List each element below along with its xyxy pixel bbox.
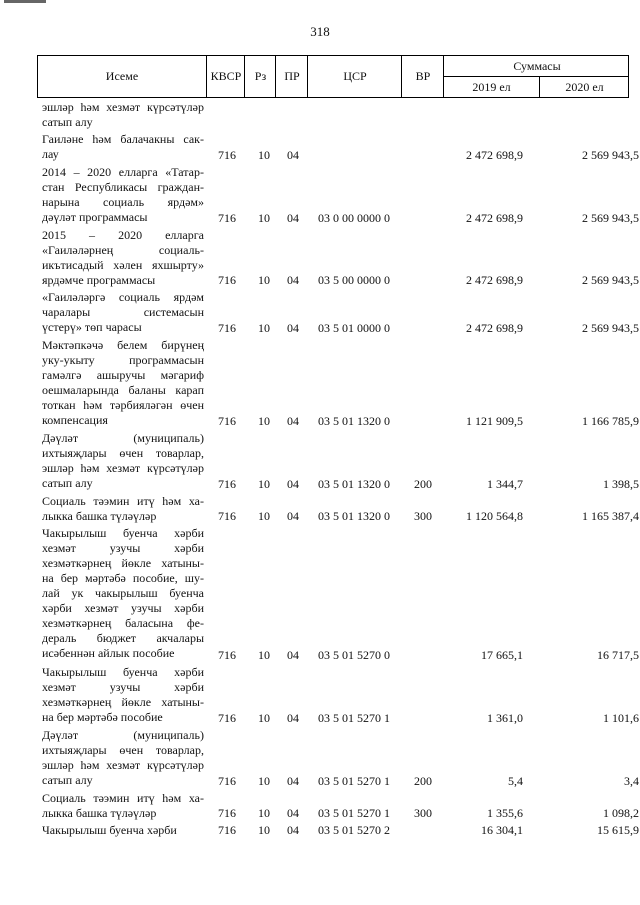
row-name-line: үстерү» төп чарасы — [42, 320, 142, 335]
cell-rz: 10 — [258, 476, 270, 491]
row-name-line: ихтыяҗлары өчен товарлар, — [42, 446, 204, 461]
cell-csr: 03 5 01 1320 0 — [318, 509, 390, 524]
top-edge-mark — [4, 0, 46, 3]
row-name-line: Социаль тәэмин итү һәм ха- — [42, 790, 204, 805]
row-name-line: «Гаиләләрнең социаль- — [42, 242, 204, 257]
cell-rz: 10 — [258, 414, 270, 429]
cell-kvsr: 716 — [218, 823, 236, 838]
cell-v2019: 1 355,6 — [487, 806, 523, 821]
row-name — [42, 338, 204, 428]
row-name-line: икътисадый хәлен яхшырту» — [42, 257, 204, 272]
cell-v2020: 1 101,6 — [603, 710, 639, 725]
table-row — [0, 228, 640, 289]
cell-kvsr: 716 — [218, 509, 236, 524]
row-name-line: чаралары системасын — [42, 305, 204, 320]
table-row — [0, 290, 640, 336]
header-csr: ЦСР — [307, 56, 402, 97]
row-name — [42, 494, 204, 524]
cell-kvsr: 716 — [218, 414, 236, 429]
row-name-line: ихтыяҗлары өчен товарлар, — [42, 743, 204, 757]
row-name-line: исәбеннән айлык пособие — [42, 646, 175, 661]
row-name-line: 2014 – 2020 елларга «Татар- — [42, 164, 204, 179]
cell-v2020: 2 569 943,5 — [582, 210, 639, 225]
row-name-line: хезмәт узучы хәрби — [42, 541, 204, 556]
row-name — [42, 165, 204, 225]
row-name-line: Мәктәпкәчә белем бирүнең — [42, 338, 204, 352]
cell-v2020: 2 569 943,5 — [582, 147, 639, 162]
cell-kvsr: 716 — [218, 273, 236, 288]
row-name-line: «Гаиләләргә социаль ярдәм — [42, 290, 204, 305]
row-name-line: на бер мәртәбә пособие — [42, 710, 163, 725]
cell-rz: 10 — [258, 710, 270, 725]
cell-pr: 04 — [287, 509, 299, 524]
cell-pr: 04 — [287, 806, 299, 821]
cell-v2019: 1 344,7 — [487, 476, 523, 491]
cell-rz: 10 — [258, 273, 270, 288]
row-name-line: хезмәткәрнең йөкле хатыны- — [42, 556, 204, 571]
row-name — [42, 100, 204, 130]
cell-rz: 10 — [258, 147, 270, 162]
row-name — [42, 132, 204, 162]
cell-kvsr: 716 — [218, 648, 236, 663]
cell-pr: 04 — [287, 710, 299, 725]
row-name-line: сатып алу — [42, 773, 93, 787]
row-name-line: хезмәткәрнең йөкле хатыны- — [42, 695, 204, 710]
cell-v2020: 2 569 943,5 — [582, 320, 639, 335]
row-name-line: Гаиләне һәм балачакны сак- — [42, 132, 204, 147]
cell-kvsr: 716 — [218, 806, 236, 821]
table-row — [0, 132, 640, 162]
cell-v2020: 1 398,5 — [603, 476, 639, 491]
row-name — [42, 526, 204, 661]
header-sum: Суммасы — [443, 56, 630, 76]
cell-rz: 10 — [258, 320, 270, 335]
cell-kvsr: 716 — [218, 476, 236, 491]
cell-v2020: 1 165 387,4 — [582, 509, 639, 524]
cell-csr: 03 5 01 5270 1 — [318, 773, 390, 788]
cell-pr: 04 — [287, 210, 299, 225]
cell-vr: 200 — [414, 773, 432, 788]
row-name-line: Дәүләт (муниципаль) — [42, 431, 204, 446]
cell-pr: 04 — [287, 147, 299, 162]
row-name-line: лыкка башка түләүләр — [42, 509, 157, 523]
cell-v2019: 1 120 564,8 — [466, 509, 523, 524]
cell-v2019: 1 121 909,5 — [466, 414, 523, 429]
cell-csr: 03 0 00 0000 0 — [318, 210, 390, 225]
row-name-line: эшләр һәм хезмәт күрсәтүләр — [42, 100, 204, 114]
cell-v2019: 1 361,0 — [487, 710, 523, 725]
row-name-line: лау — [42, 147, 59, 162]
row-name — [42, 823, 204, 838]
cell-csr: 03 5 01 5270 0 — [318, 648, 390, 663]
row-name-line: стан Республикасы граждан- — [42, 179, 204, 194]
cell-v2019: 2 472 698,9 — [466, 210, 523, 225]
row-name-line: дәүләт программасы — [42, 209, 148, 224]
cell-csr: 03 5 01 5270 1 — [318, 710, 390, 725]
cell-v2019: 5,4 — [508, 773, 523, 788]
table-row — [0, 791, 640, 821]
cell-vr: 200 — [414, 476, 432, 491]
header-vr: ВР — [401, 56, 444, 97]
row-name-line: тоткан һәм тәрбияләгән өчен — [42, 398, 204, 412]
cell-pr: 04 — [287, 273, 299, 288]
row-name-line: уку-укыту программасын — [42, 353, 204, 367]
row-name-line: 2015 – 2020 елларга — [42, 227, 204, 242]
cell-rz: 10 — [258, 806, 270, 821]
row-name-line: эшләр һәм хезмәт күрсәтүләр — [42, 461, 204, 476]
cell-pr: 04 — [287, 476, 299, 491]
table-row — [0, 100, 640, 130]
cell-rz: 10 — [258, 509, 270, 524]
cell-v2019: 2 472 698,9 — [466, 147, 523, 162]
cell-v2020: 15 615,9 — [597, 823, 639, 838]
header-name: Исеме — [105, 69, 139, 83]
cell-pr: 04 — [287, 773, 299, 788]
cell-csr: 03 5 01 1320 0 — [318, 414, 390, 429]
table-row — [0, 665, 640, 726]
header-pr: ПР — [275, 56, 308, 97]
cell-v2019: 2 472 698,9 — [466, 273, 523, 288]
cell-pr: 04 — [287, 320, 299, 335]
row-name-line: на бер мәртәбә пособие, шу- — [42, 571, 204, 586]
header-rz: Рз — [244, 56, 276, 97]
cell-v2019: 2 472 698,9 — [466, 320, 523, 335]
cell-kvsr: 716 — [218, 147, 236, 162]
cell-pr: 04 — [287, 823, 299, 838]
row-name-line: хәрби хезмәт узучы хәрби — [42, 601, 204, 616]
cell-kvsr: 716 — [218, 773, 236, 788]
row-name-line: Дәүләт (муниципаль) — [42, 728, 204, 742]
cell-rz: 10 — [258, 210, 270, 225]
row-name-line: ярдәмче программасы — [42, 272, 156, 287]
row-name-line: Социаль тәэмин итү һәм ха- — [42, 494, 204, 508]
row-name — [42, 791, 204, 821]
cell-csr: 03 5 01 5270 1 — [318, 806, 390, 821]
row-name-line: эшләр һәм хезмәт күрсәтүләр — [42, 758, 204, 772]
row-name-line: компенсация — [42, 413, 108, 427]
table-row — [0, 165, 640, 226]
cell-v2019: 16 304,1 — [481, 823, 523, 838]
table-row — [0, 728, 640, 789]
table-header — [37, 55, 629, 98]
cell-rz: 10 — [258, 773, 270, 788]
page-number: 318 — [310, 24, 330, 39]
cell-rz: 10 — [258, 648, 270, 663]
cell-csr: 03 5 01 5270 2 — [318, 823, 390, 838]
cell-v2020: 3,4 — [624, 773, 639, 788]
cell-v2020: 1 166 785,9 — [582, 414, 639, 429]
cell-v2020: 1 098,2 — [603, 806, 639, 821]
cell-v2020: 2 569 943,5 — [582, 273, 639, 288]
row-name-line: дераль бюджет акчалары — [42, 631, 204, 646]
cell-v2020: 16 717,5 — [597, 648, 639, 663]
cell-pr: 04 — [287, 648, 299, 663]
row-name — [42, 665, 204, 725]
row-name-line: хезмәт узучы хәрби — [42, 680, 204, 695]
row-name-line: Чакырылыш буенча хәрби — [42, 823, 177, 838]
table-row — [0, 338, 640, 429]
row-name-line: Чакырылыш буенча хәрби — [42, 526, 204, 541]
cell-vr: 300 — [414, 509, 432, 524]
row-name-line: лай ук чакырылыш буенча — [42, 586, 204, 601]
row-name — [42, 431, 204, 491]
row-name-line: гамәлгә ашыручы мәгариф — [42, 368, 204, 382]
cell-kvsr: 716 — [218, 710, 236, 725]
table-row — [0, 526, 640, 663]
row-name-line: хезмәткәрнең баласына фе- — [42, 616, 204, 631]
cell-vr: 300 — [414, 806, 432, 821]
cell-csr: 03 5 00 0000 0 — [318, 273, 390, 288]
cell-pr: 04 — [287, 414, 299, 429]
header-kvsr: КВСР — [206, 56, 245, 97]
table-row — [0, 823, 640, 838]
cell-csr: 03 5 01 0000 0 — [318, 320, 390, 335]
cell-csr: 03 5 01 1320 0 — [318, 476, 390, 491]
cell-rz: 10 — [258, 823, 270, 838]
cell-kvsr: 716 — [218, 210, 236, 225]
row-name-line: нарына социаль ярдәм» — [42, 194, 204, 209]
row-name-line: Чакырылыш буенча хәрби — [42, 665, 204, 680]
table-row — [0, 431, 640, 492]
header-2019: 2019 ел — [443, 76, 539, 97]
row-name — [42, 728, 204, 788]
cell-kvsr: 716 — [218, 320, 236, 335]
row-name — [42, 290, 204, 335]
row-name-line: лыкка башка түләүләр — [42, 805, 157, 820]
cell-v2019: 17 665,1 — [481, 648, 523, 663]
table-row — [0, 494, 640, 524]
row-name-line: сатып алу — [42, 115, 93, 129]
row-name-line: оешмаларында баланы карап — [42, 383, 204, 397]
header-2020: 2020 ел — [539, 76, 629, 97]
row-name-line: сатып алу — [42, 476, 93, 491]
row-name — [42, 228, 204, 288]
